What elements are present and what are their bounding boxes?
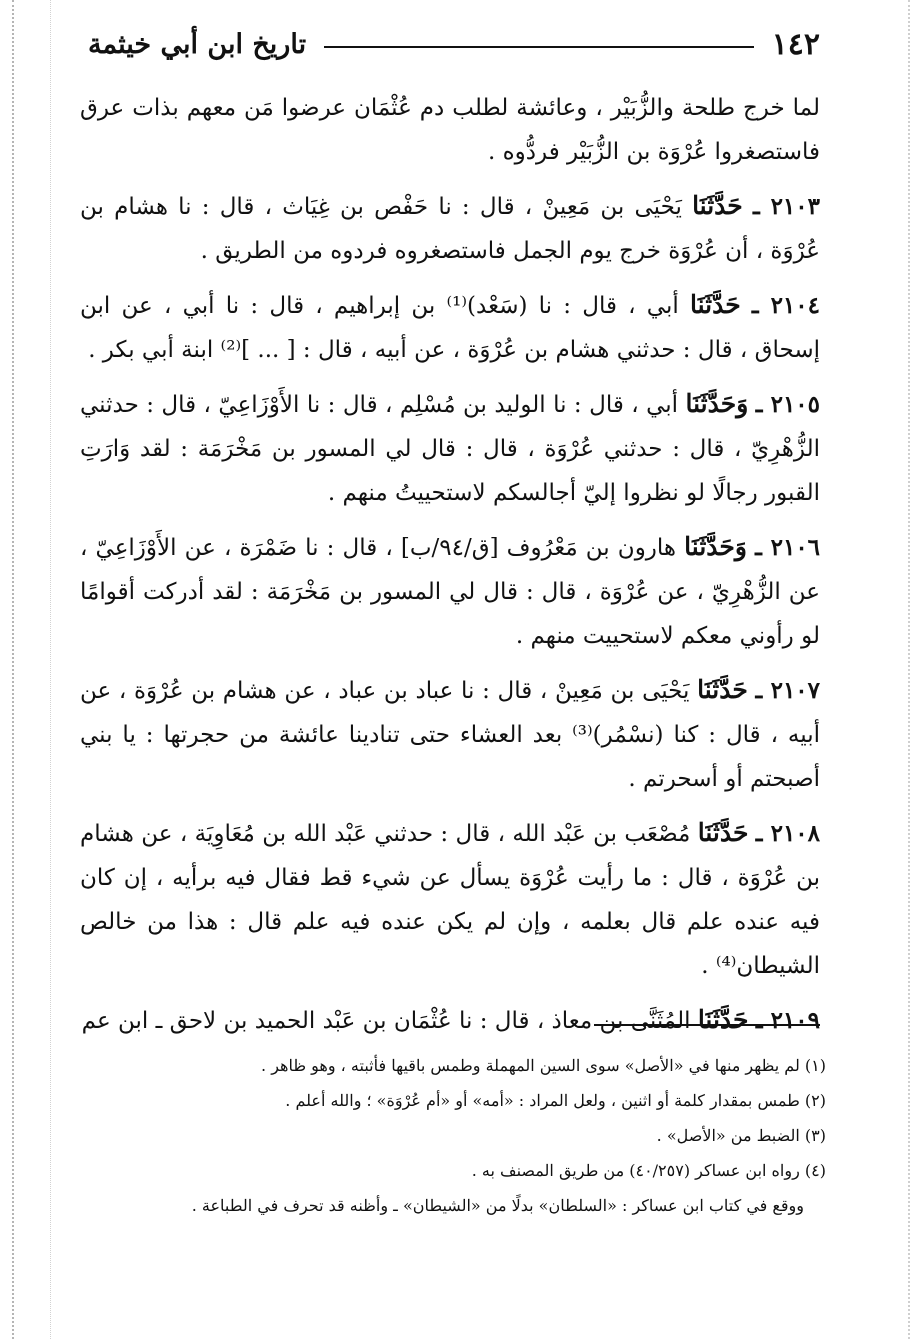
footnotes	[80, 1050, 826, 1225]
hadith-text: هارون بن مَعْرُوف [ق/٩٤/ب] ، قال : نا ضَمْرَة ، عن الأَوْزَاعِيّ ، عن الزُّهْرِيّ ، عن عُرْوَة ، قال : قال لي المسور بن مَخْرَمَة : لقد أدركت أقوامًا لو رأوني معكم لاستحييت منهم .	[80, 535, 820, 649]
hadith-number: ٢١٠٦ ـ	[755, 534, 821, 561]
footnote-2: (٢) طمس بمقدار كلمة أو اثنين ، ولعل المراد : «أمه» أو «أم عُرْوَة» ؛ والله أعلم .	[285, 1091, 826, 1110]
running-title: تاريخ ابن أبي خيثمة	[88, 28, 307, 60]
haddathana-word: حَدَّثَنَا	[697, 675, 748, 704]
hadith-2106	[80, 525, 820, 658]
hadith-2107	[80, 668, 820, 801]
haddathana-word: حَدَّثَنَا	[697, 818, 749, 847]
hadith-2108	[80, 811, 820, 988]
haddathana-word: وَحَدَّثَنَا	[685, 389, 749, 418]
scan-edge-dots-inner	[50, 0, 51, 1339]
footnote-rule	[594, 1024, 820, 1026]
hadith-text: أبي ، قال : نا الوليد بن مُسْلِم ، قال : نا الأَوْزَاعِيّ ، قال : حدثني الزُّهْرِيّ ، قال : حدثني عُرْوَة ، قال : قال لي المسور بن مَخْرَمَة : لقد وَارَتِ القبور رجالًا لو نظروا إليّ أجالسكم لاستحييتُ منهم .	[80, 392, 820, 506]
hadith-text: المُثَنَّى بن معاذ ، قال : نا عُثْمَان بن عَبْد الحميد بن لاحق ـ ابن عم	[81, 1008, 691, 1034]
hadith-2109	[80, 998, 820, 1043]
hadith-number: ٢١٠٣ ـ	[752, 193, 820, 220]
header-rule	[324, 46, 754, 48]
haddathana-word: حَدَّثَنَا	[697, 1005, 749, 1034]
page-number: ١٤٢	[771, 26, 820, 62]
hadith-number: ٢١٠٨ ـ	[755, 820, 821, 847]
hadith-number: ٢١٠٥ ـ	[755, 391, 821, 418]
hadith-number: ٢١٠٤ ـ	[751, 292, 820, 319]
hadith-text: أبي ، قال : نا (سَعْد)⁽¹⁾ بن إبراهيم ، قال : نا أبي ، عن ابن إسحاق ، قال : حدثني هشام بن عُرْوَة ، عن أبيه ، قال : [ ... ]⁽²⁾ ابنة أبي بكر .	[80, 293, 820, 363]
haddathana-word: حَدَّثَنَا	[690, 290, 741, 319]
footnote-1: (١) لم يظهر منها في «الأصل» سوى السين المهملة وطمس باقيها فأثبته ، وهو ظاهر .	[261, 1056, 826, 1075]
hadith-text: يَحْيَى بن مَعِينْ ، قال : نا حَفْص بن غِيَاث ، قال : نا هشام بن عُرْوَة ، أن عُرْوَة خرج يوم الجمل فاستصغروه فردوه من الطريق .	[80, 194, 820, 264]
hadith-text: يَحْيَى بن مَعِينْ ، قال : نا عباد بن عباد ، عن هشام بن عُرْوَة ، عن أبيه ، قال : كنا (نسْمُر)⁽³⁾ بعد العشاء حتى تنادينا عائشة من حجرتها : يا بني أصبحتم أو أسحرتم .	[80, 678, 820, 792]
hadith-2105	[80, 382, 820, 515]
main-text	[80, 86, 820, 1053]
footnote-4: (٤) رواه ابن عساكر (٤٠/٢٥٧) من طريق المصنف به .	[471, 1161, 826, 1180]
page-header	[88, 20, 820, 68]
hadith-2103	[80, 184, 820, 273]
hadith-number: ٢١٠٧ ـ	[755, 677, 821, 704]
footnote-4-continuation: ووقع في كتاب ابن عساكر : «السلطان» بدلًا من «الشيطان» ـ وأظنه قد تحرف في الطباعة .	[191, 1196, 804, 1215]
hadith-2104	[80, 283, 820, 372]
haddathana-word: وَحَدَّثَنَا	[684, 532, 747, 561]
intro-paragraph: لما خرج طلحة والزُّبَيْر ، وعائشة لطلب دم عُثْمَان عرضوا مَن معهم بذات عرق فاستصغروا عُرْوَة بن الزُّبَيْر فردُّوه .	[80, 95, 820, 165]
haddathana-word: حَدَّثَنَا	[692, 191, 743, 220]
scan-edge-dots-right	[908, 0, 910, 1339]
hadith-text: مُصْعَب بن عَبْد الله ، قال : حدثني عَبْد الله بن مُعَاوِيَة ، عن هشام بن عُرْوَة ، قال : ما رأيت عُرْوَة يسأل عن شيء قط فقال فيه برأيه ، إن كان فيه عنده علم قال بعلمه ، وإن لم يكن عنده فيه علم قال : هذا من خالص الشيطان⁽⁴⁾ .	[80, 821, 820, 979]
footnote-3: (٣) الضبط من «الأصل» .	[656, 1126, 826, 1145]
hadith-number: ٢١٠٩ ـ	[755, 1007, 820, 1034]
scan-edge-dots-left	[12, 0, 14, 1339]
